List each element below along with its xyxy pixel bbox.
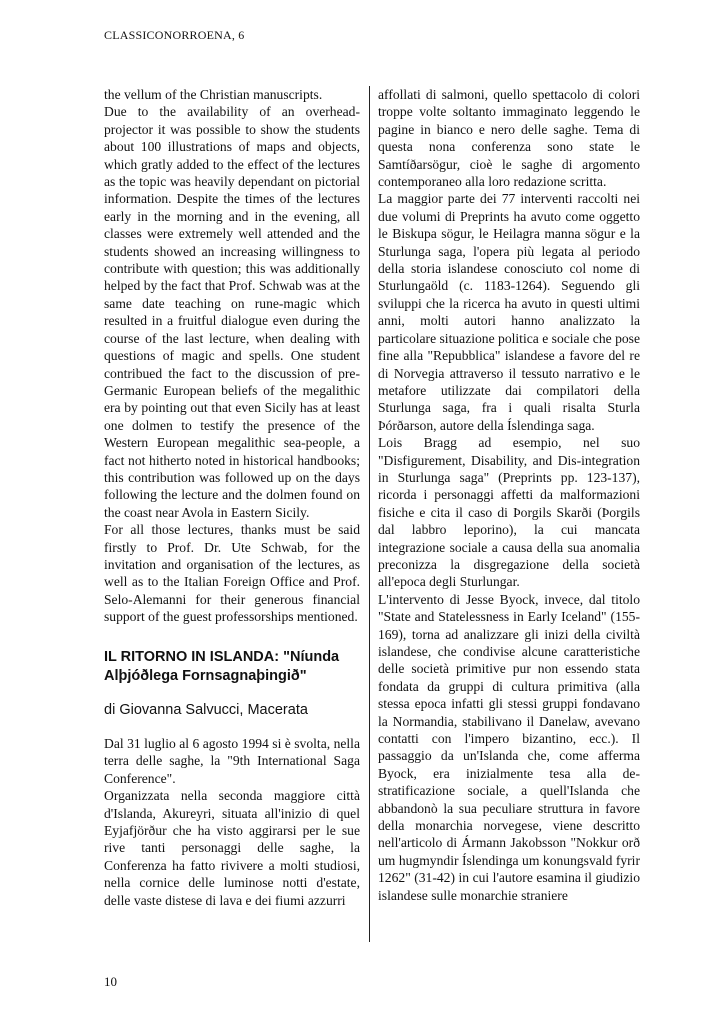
byline: di Giovanna Salvucci, Macerata (104, 701, 308, 718)
paragraph: Dal 31 luglio al 6 agosto 1994 si è svolta, nella terra delle saghe, la "9th International Saga Conference". (104, 736, 360, 786)
right-column (378, 86, 640, 904)
article-title: IL RITORNO IN ISLANDA: "Níunda Alþjóðlega Fornsagnaþingið" (104, 648, 340, 684)
paragraph: Due to the availability of an overhead-projector it was possible to show the students about 100 illustrations of maps and objects, which gratly added to the effect of the lectures as the topic was heavily dependant on pictorial information. Despite the times of the lectures early in the morning and in the evening, all classes were extremely well attended and the students showed an increasing willingness to contribute with question; this was additionally helped by the fact that Prof. Schwab was at the same date teaching on rune-magic which resulted in a fruitful dialogue even during the course of the last lecture, when dealing with questions of magic and spells. One student contribued the fact to the discussion of pre-Germanic European beliefs of the megalithic era by pointing out that even Sicily has at least one dolmen to testify the presence of the Western European megalithic sea-people, a fact not hitherto noted in historical handbooks; this contribution was followed up on the days following the lecture and the dolmen found on the coast near Avola in Eastern Sicily. (104, 104, 360, 520)
paragraph: Lois Bragg ad esempio, nel suo "Disfigurement, Disability, and Dis-integration in Sturlunga saga" (Preprints pp. 123-137), ricorda i personaggi affetti da malformazioni fisiche e cita il caso di Þorgils Skarði (Þorgils dal labbro leporino), la cui mancata integrazione sociale a causa della sua anomalia preconizza la disgregazione della società all'epoca degli Sturlungar. (378, 435, 640, 590)
running-head: CLASSICONORROENA, 6 (104, 28, 245, 42)
column-divider (369, 86, 370, 942)
left-column (104, 86, 360, 909)
paragraph: La maggior parte dei 77 interventi raccolti nei due volumi di Preprints ha avuto come oggetto le Biskupa sögur, le Heilagra manna sögur e la Sturlunga saga, l'opera più legata al periodo della storia islandese conosciuto col nome di Sturlungaöld (c. 1183-1264). Seguendo gli sviluppi che la ricerca ha avuto in questi ultimi anni, molti autori hanno analizzato la particolare situazione politica e sociale che pose fine alla "Repubblica" islandese a favore del re di Norvegia attraverso il tessuto narrativo e le metafore utilizzate dai compilatori della Sturlunga saga, fra i quali risalta Sturla Þórðarson, autore della Íslendinga saga. (378, 191, 640, 433)
paragraph: L'intervento di Jesse Byock, invece, dal titolo "State and Statelessness in Early Iceland" (155-169), torna ad analizzare gli inizi della civiltà islandese, che condivise alcune caratteristiche delle società primitive pur non essendo stata fondata da gruppi di cultura primitiva (alla stessa epoca infatti gli stessi gruppi fondavano la Normandia, stabilivano il Danelaw, avevano contatti con l'impero bizantino, ecc.). Il passaggio da un'Islanda che, come afferma Byock, era inizialmente tesa alla de-stratificazione sociale, a quell'Islanda che abbandonò la sua peculiare struttura in favore della monarchia norvegese, viene descritto nell'articolo di Ármann Jakobsson "Nokkur orð um hugmyndir Íslendinga um konungsvald fyrir 1262" (31-42) in cui l'autore esamina il giudizio islandese sulle monarchie straniere (378, 591, 640, 903)
page-number: 10 (104, 974, 117, 989)
paragraph: affollati di salmoni, quello spettacolo di colori troppe volte soltanto immaginato leggendo le pagine in bianco e nero delle saghe. Tema di questa nona conferenza sono state le Samtíðarsögur, cioè le saghe di argomento contemporaneo alla loro redazione scritta. (378, 87, 640, 190)
paragraph: Organizzata nella seconda maggiore città d'Islanda, Akureyri, situata all'inizio di quel Eyjafjörður che ha visto aggirarsi per le sue rive tanti personaggi delle saghe, la Conferenza ha fatto rivivere a molti studiosi, nella cornice delle luminose notti d'estate, delle vaste distese di lava e dei fiumi azzurri (104, 788, 360, 908)
paragraph: For all those lectures, thanks must be said firstly to Prof. Dr. Ute Schwab, for the invitation and organisation of the lectures, as well as to the Italian Foreign Office and Prof. Selo-Alemanni for their generous financial support of the guest professorships mentioned. (104, 522, 360, 625)
paragraph: the vellum of the Christian manuscripts. (104, 87, 323, 102)
